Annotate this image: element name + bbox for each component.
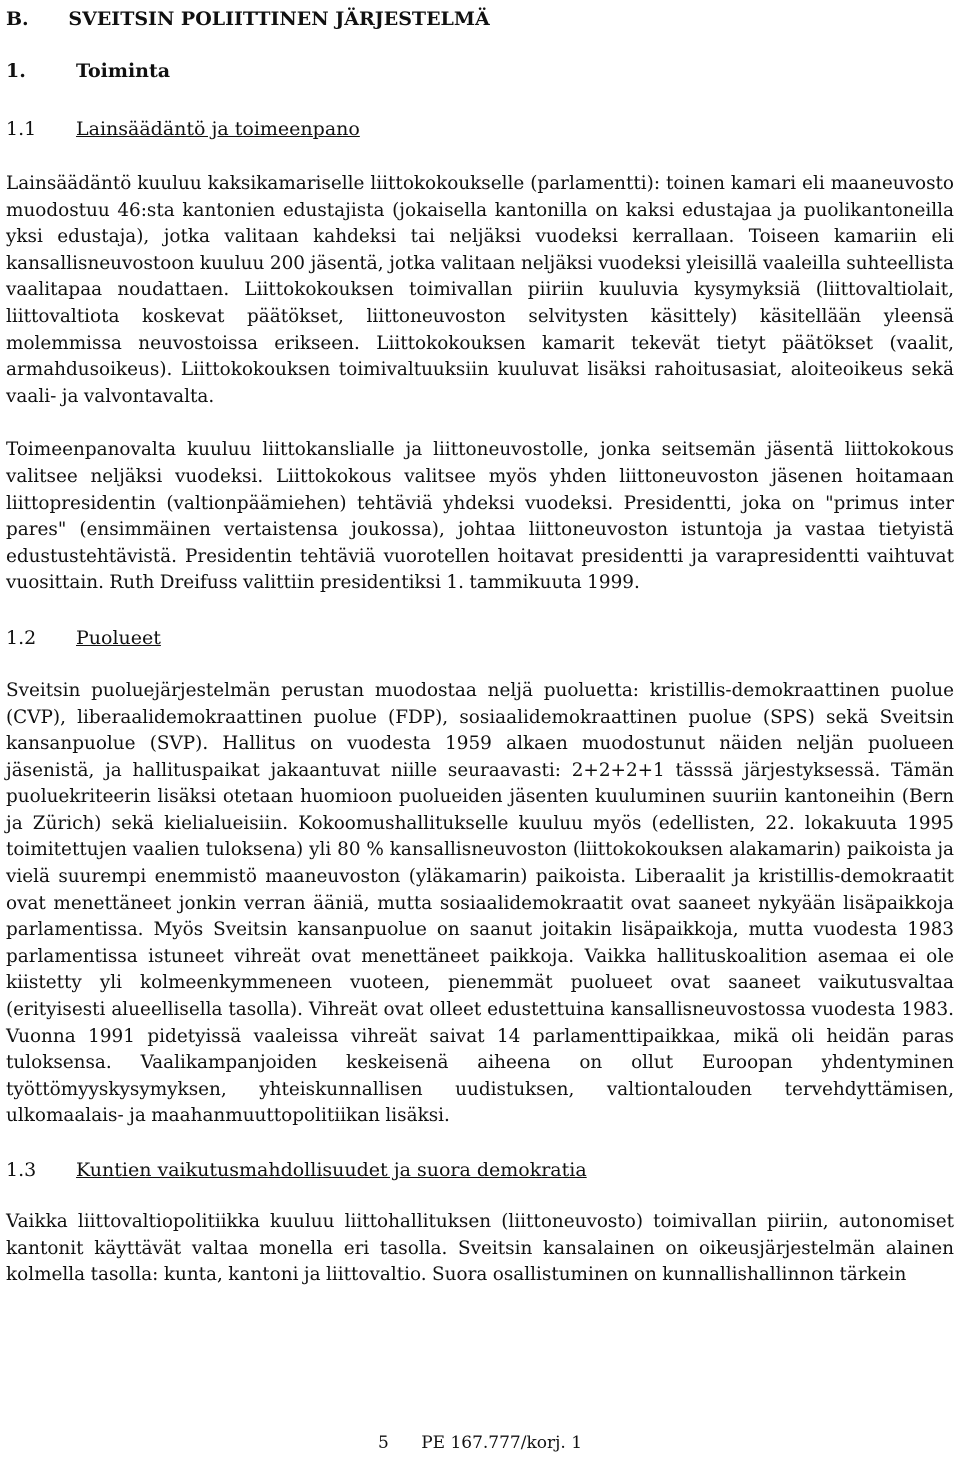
subsection-title: Kuntien vaikutusmahdollisuudet ja suora demokratia [76, 1159, 587, 1181]
section-number: 1. [6, 60, 26, 82]
paragraph-municipal-democracy: Vaikka liittovaltiopolitiikka kuuluu liittohallituksen (liittoneuvosto) toimivallan piiriin, autonomiset kantonit käyttävät valtaa monella eri tasolla. Sveitsin kansalainen on oikeusjärjestelmän alainen kolmella tasolla: kunta, kantoni ja liittovaltio. Suora osallistuminen on kunnallishallinnon tärkein [6, 1211, 954, 1286]
subsection-number: 1.3 [6, 1159, 37, 1181]
subsection-title: Lainsäädäntö ja toimeenpano [76, 118, 360, 140]
subsection-number: 1.2 [6, 626, 37, 649]
paragraph-executive: Toimeenpanovalta kuuluu liittokanslialle ja liittoneuvostolle, jonka seitsemän jäsentä liittokokous valitsee neljäksi vuodeksi. Liittokokous valitsee myös yhden liittoneuvoston jäsenen hoitamaan liittopresidentin (valtionpäämiehen) tehtäviä yhdeksi vuodeksi. Presidentti, joka on "primus inter pares" (ensimmäinen vertaistensa joukossa), johtaa liittoneuvoston istuntoja ja vastaa tietyistä edustustehtävistä. Presidentin tehtäviä vuorotellen hoitavat presidentti ja varapresidentti vaihtuvat vuosittain. Ruth Dreifuss valittiin presidentiksi 1. tammikuuta 1999. [6, 439, 954, 594]
subsection-heading-1-3 [6, 1157, 954, 1183]
section-heading-1 [6, 58, 954, 84]
document-page [6, 6, 954, 1289]
page-footer-text: 5 PE 167.777/korj. 1 [377, 1433, 583, 1453]
section-title: Toiminta [76, 60, 171, 82]
document-title [6, 6, 954, 32]
document-title-text: B. SVEITSIN POLIITTINEN JÄRJESTELMÄ [6, 8, 490, 30]
page-footer [0, 1432, 960, 1454]
subsection-heading-1-1 [6, 116, 954, 142]
subsection-title: Puolueet [76, 626, 161, 649]
paragraph-parties: Sveitsin puoluejärjestelmän perustan muodostaa neljä puoluetta: kristillis-demokraattinen puolue (CVP), liberaalidemokraattinen puolue (FDP), sosiaalidemokraattinen puolue (SPS) sekä Sveitsin kansanpuolue (SVP). Hallitus on vuodesta 1959 alkaen muodostunut näiden neljän puolueen jäsenistä, ja hallituspaikat jakaantuvat niille seuraavasti: 2+2+2+1 tässsä järjestyksessä. Tämän puoluekriteerin lisäksi otetaan huomioon puolueiden jäsenten kuuluminen suuriin kantoneihin (Bern ja Zürich) sekä kielialueisiin. Kokoomushallitukselle kuuluu myös (edellisten, 22. lokakuuta 1995 toimitettujen vaalien tuloksena) yli 80 % kansallisneuvoston (liittokokouksen alakamarin) paikoista ja vielä suurempi enemmistö maaneuvoston (yläkamarin) paikoista. Liberaalit ja kristillis-demokraatit ovat menettäneet jonkin verran ääniä, mutta sosiaalidemokraatit ovat saaneet nykyään lisäpaikkoja parlamentissa. Myös Sveitsin kansanpuolue on saanut joitakin lisäpaikkoja, mutta vuodesta 1983 parlamentissa istuneet vihreät ovat menettäneet paikkoja. Vaikka hallituskoalition asemaa ei ole kiistetty yli kolmeenkymmeneen vuoteen, pienemmät puolueet ovat saaneet vaikutusvaltaa (erityisesti alueellisella tasolla). Vihreät ovat olleet edustettuina kansallisneuvostossa vuodesta 1983. Vuonna 1991 pidetyissä vaaleissa vihreät saivat 14 parlamenttipaikkaa, mikä oli heidän paras tuloksensa. Vaalikampanjoiden keskeisenä aiheena on ollut Euroopan yhdentyminen työttömyyskysymyksen, yhteiskunnallisen uudistuksen, valtiontalouden tervehdyttämisen, ulkomaalais- ja maahanmuuttopolitiikan lisäksi. [6, 679, 954, 1127]
subsection-number: 1.1 [6, 118, 37, 140]
paragraph-legislation: Lainsäädäntö kuuluu kaksikamariselle liittokokoukselle (parlamentti): toinen kamari eli maaneuvosto muodostuu 46:sta kantonien edustajista (jokaisella kantonilla on kaksi edustajaa ja puolikantoneilla yksi edustaja), jotka valitaan kahdeksi tai neljäksi vuodeksi kerrallaan. Toiseen kamariin eli kansallisneuvostoon kuuluu 200 jäsentä, jotka valitaan neljäksi vuodeksi yleisillä vaaleilla suhteellista vaalitapaa noudattaen. Liittokokouksen toimivallan piiriin kuuluvia kysymyksiä (liittovaltiolait, liittovaltiota koskevat päätökset, liittoneuvoston selvitysten käsittely) käsitellään yleensä molemmissa neuvostoissa erikseen. Liittokokouksen kamarit tekevät tietyt päätökset (vaalit, armahdusoikeus). Liittokokouksen toimivaltuuksiin kuuluvat lisäksi rahoitusasiat, aloiteoikeus sekä vaali- ja valvontavalta. [6, 173, 954, 407]
subsection-heading-1-2 [6, 625, 954, 651]
